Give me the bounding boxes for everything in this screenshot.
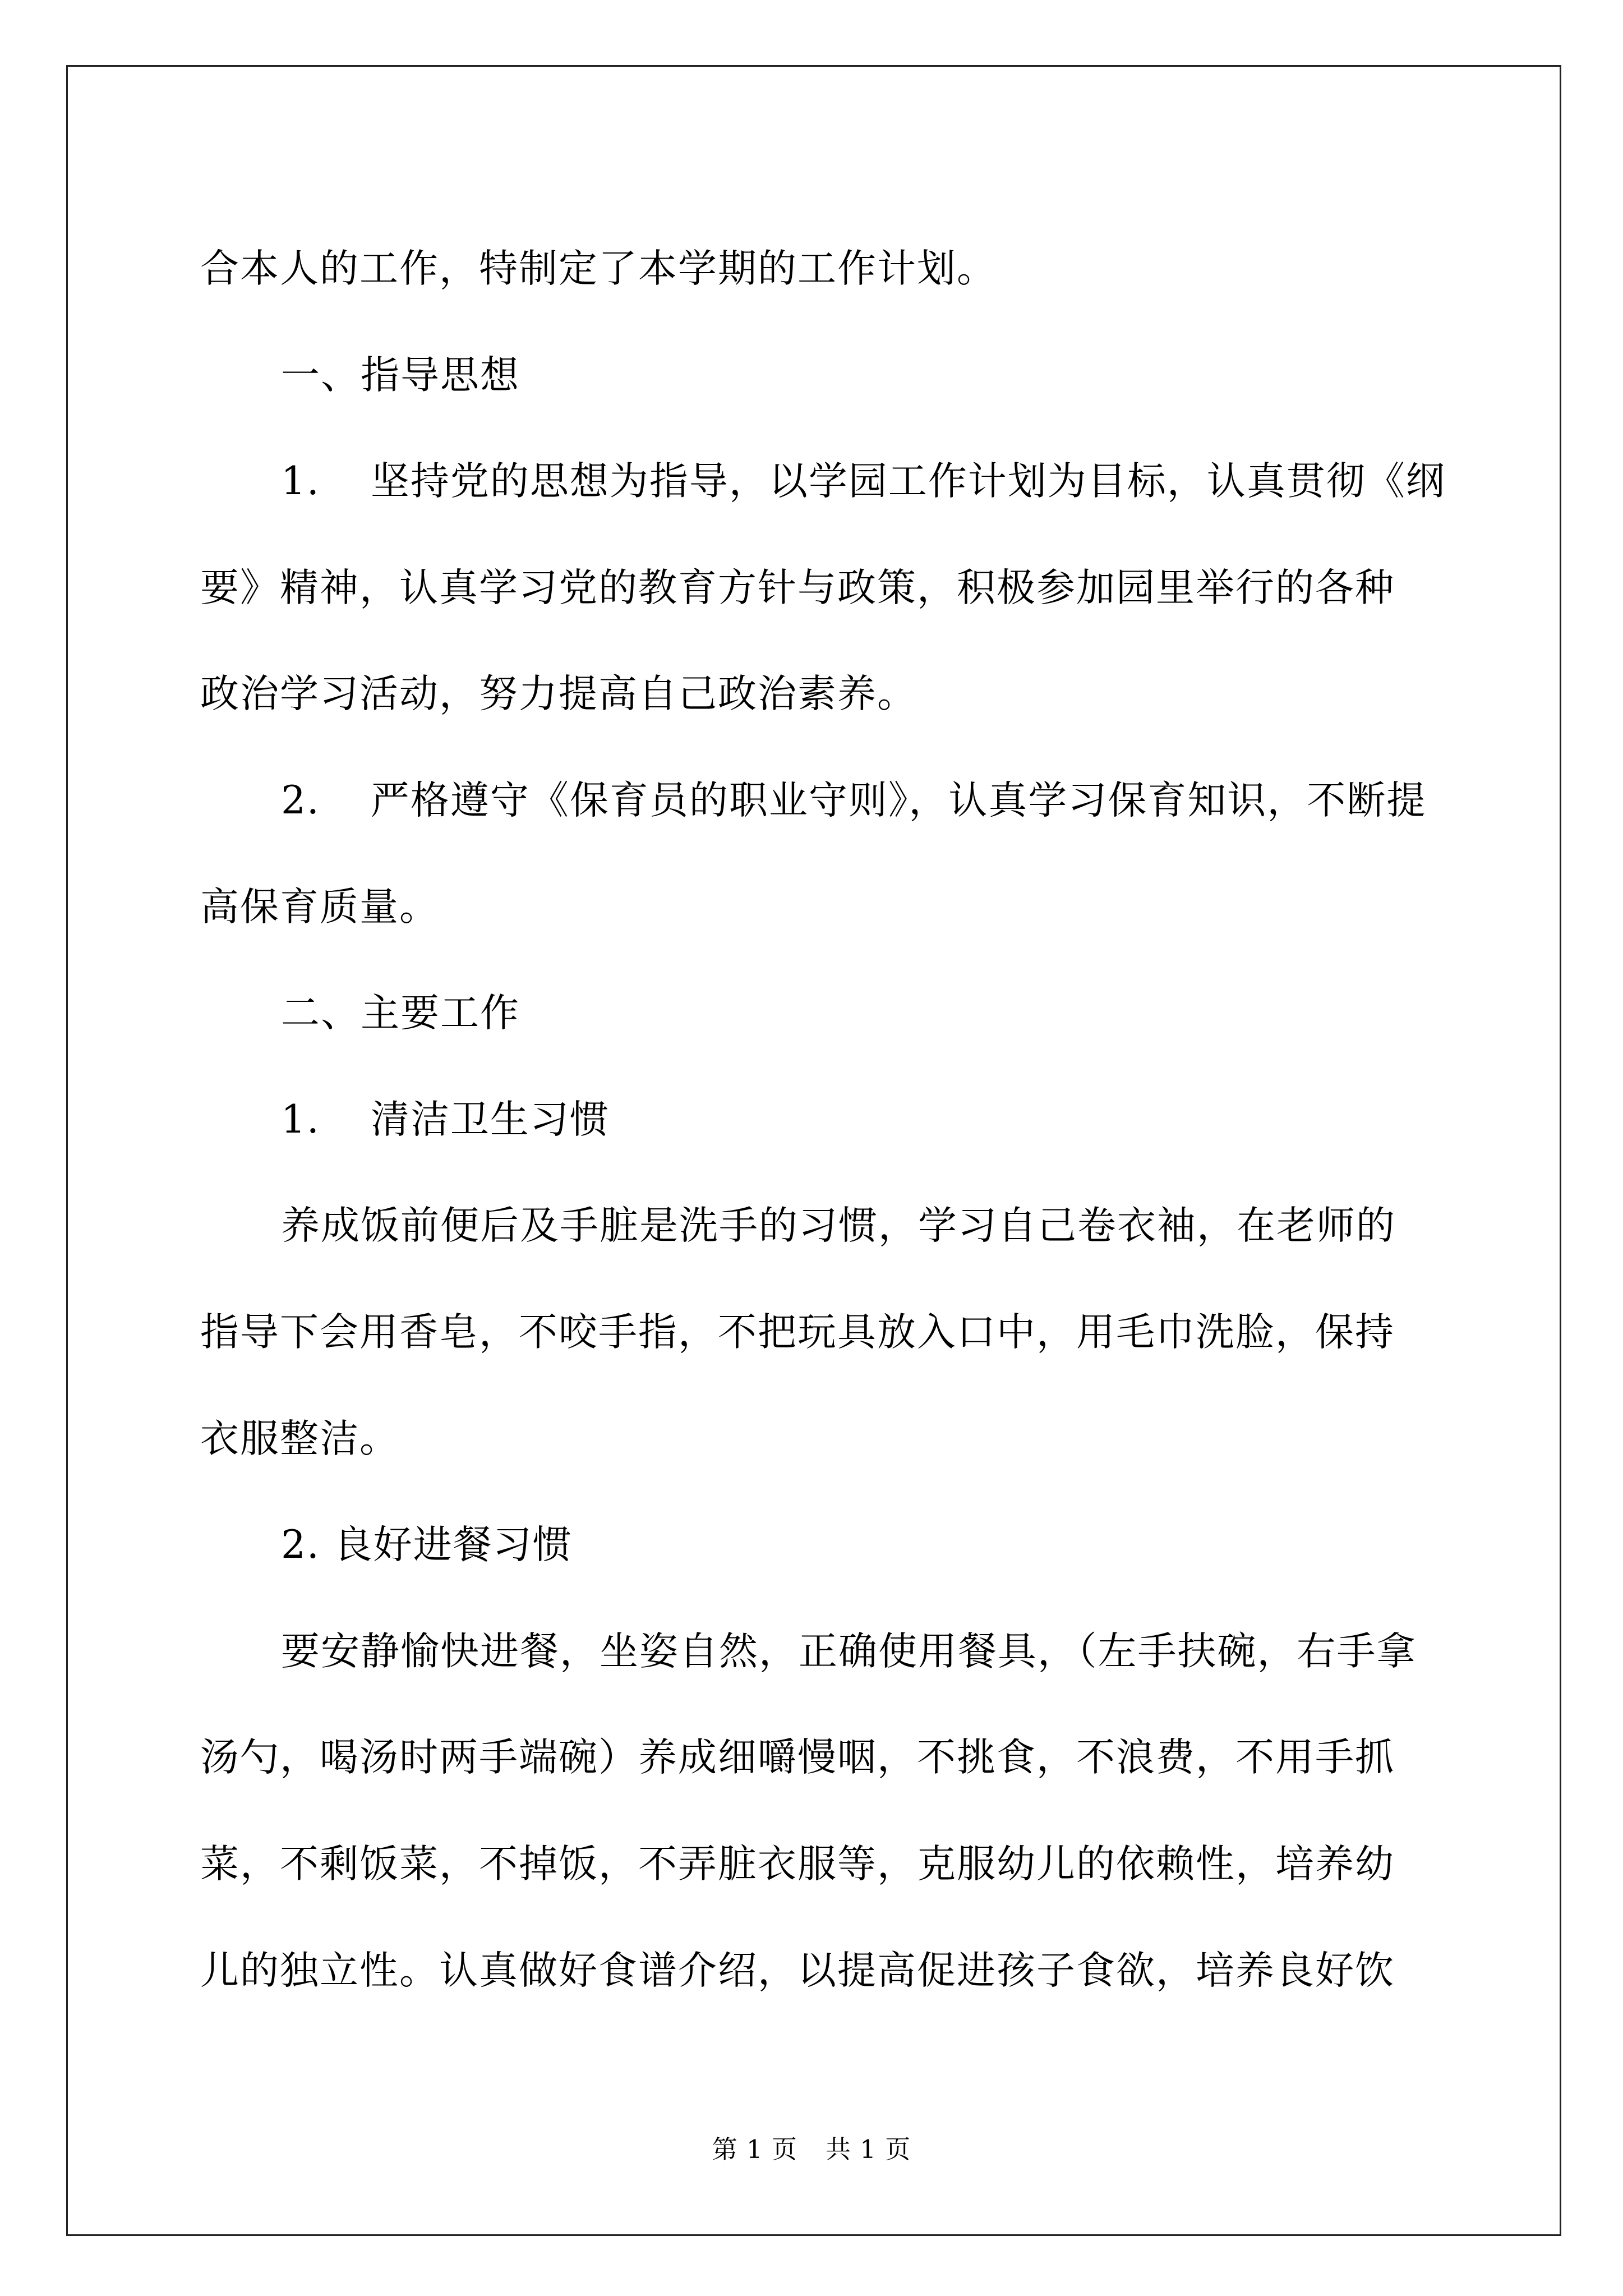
page-footer bbox=[0, 2129, 1623, 2165]
page-total: 共 1 页 bbox=[826, 2134, 911, 2164]
section-heading-main-work: 二、主要工作 bbox=[281, 991, 520, 1036]
paragraph-line: 汤勺，喝汤时两手端碗）养成细嚼慢咽，不挑食，不浪费，不用手抓 bbox=[200, 1735, 1395, 1780]
paragraph-line: 合本人的工作，特制定了本学期的工作计划。 bbox=[200, 246, 997, 291]
paragraph-line: 要安静愉快进餐，坐姿自然，正确使用餐具，（左手扶碗，右手拿 bbox=[281, 1628, 1417, 1674]
item-text: 清洁卫生习惯 bbox=[370, 1097, 610, 1142]
item-text: 坚持党的思想为指导，以学园工作计划为目标，认真贯彻《纲 bbox=[370, 459, 1446, 504]
paragraph-line: 菜，不剩饭菜，不掉饭，不弄脏衣服等，克服幼儿的依赖性，培养幼 bbox=[200, 1841, 1395, 1887]
item-text: 严格遵守《保育员的职业守则》，认真学习保育知识，不断提 bbox=[370, 777, 1427, 823]
item-number: 2. bbox=[281, 777, 320, 823]
numbered-item-line bbox=[200, 748, 1434, 854]
paragraph-line: 指导下会用香皂，不咬手指，不把玩具放入口中，用毛巾洗脸，保持 bbox=[200, 1309, 1395, 1355]
paragraph-line: 要》精神，认真学习党的教育方针与政策，积极参加园里举行的各种 bbox=[200, 565, 1395, 610]
paragraph-line: 政治学习活动，努力提高自己政治素养。 bbox=[200, 671, 917, 717]
section-heading-guiding-thought: 一、指导思想 bbox=[281, 352, 520, 398]
document-body bbox=[200, 216, 1446, 2024]
paragraph-line: 衣服整洁。 bbox=[200, 1416, 399, 1461]
paragraph-line: 高保育质量。 bbox=[200, 884, 439, 930]
paragraph-line: 儿的独立性。认真做好食谱介绍，以提高促进孩子食欲，培养良好饮 bbox=[200, 1948, 1395, 1993]
item-number: 1. bbox=[281, 1097, 320, 1142]
item-number: 1. bbox=[281, 459, 320, 504]
page-number: 第 1 页 bbox=[712, 2134, 797, 2164]
paragraph-line: 养成饭前便后及手脏是洗手的习惯，学习自己卷衣袖，在老师的 bbox=[281, 1203, 1396, 1249]
subsection-heading-eating: 2. 良好进餐习惯 bbox=[281, 1522, 573, 1568]
subsection-heading-hygiene bbox=[200, 1067, 1434, 1174]
numbered-item-line bbox=[200, 429, 1446, 535]
